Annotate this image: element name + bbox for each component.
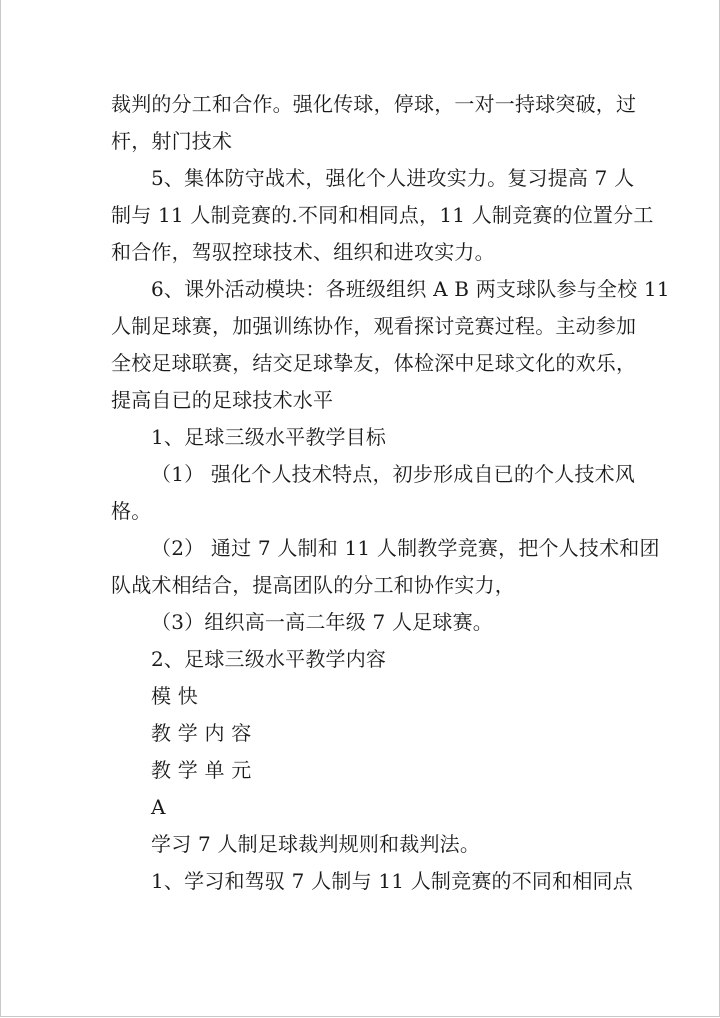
text-line: 人制足球赛，加强训练协作，观看探讨竞赛过程。主动参加 bbox=[111, 314, 637, 338]
text-line: 和合作，驾驭控球技术、组织和进攻实力。 bbox=[111, 240, 495, 264]
text-line: 5、集体防守战术，强化个人进攻实力。复习提高 7 人 bbox=[151, 166, 635, 190]
text-line: 学习 7 人制足球裁判规则和裁判法。 bbox=[151, 832, 481, 856]
list-item bbox=[111, 604, 611, 641]
table-label bbox=[111, 752, 611, 789]
text-line: 制与 11 人制竞赛的.不同和相同点，11 人制竞赛的位置分工 bbox=[111, 203, 654, 227]
text-line: A bbox=[151, 795, 166, 819]
table-label bbox=[111, 678, 611, 715]
table-cell-text bbox=[111, 826, 611, 863]
text-line: （3）组织高一高二年级 7 人足球赛。 bbox=[151, 610, 493, 634]
text-line: 裁判的分工和合作。强化传球，停球，一对一持球突破，过 bbox=[111, 92, 637, 116]
text-line: 提高自已的足球技术水平 bbox=[111, 388, 334, 412]
paragraph bbox=[111, 160, 654, 271]
text-line: 1、足球三级水平教学目标 bbox=[151, 425, 387, 449]
document-body bbox=[111, 86, 670, 900]
list-item bbox=[111, 456, 636, 530]
table-cell-text bbox=[111, 863, 633, 900]
paragraph bbox=[111, 271, 670, 419]
text-line: 队战术相结合，提高团队的分工和协作实力， bbox=[111, 573, 515, 597]
paragraph bbox=[111, 86, 637, 160]
table-label bbox=[111, 715, 611, 752]
text-line: 教 学 单 元 bbox=[151, 758, 252, 782]
text-line: 模 快 bbox=[151, 684, 198, 708]
list-item bbox=[111, 530, 660, 604]
text-line: 1、学习和驾驭 7 人制与 11 人制竞赛的不同和相同点 bbox=[151, 869, 633, 893]
table-label bbox=[111, 789, 611, 826]
text-line: （1） 强化个人技术特点，初步形成自已的个人技术风 bbox=[151, 462, 636, 486]
text-line: 格。 bbox=[111, 499, 152, 523]
section-heading bbox=[111, 419, 611, 456]
text-line: 教 学 内 容 bbox=[151, 721, 252, 745]
text-line: 2、足球三级水平教学内容 bbox=[151, 647, 387, 671]
section-heading bbox=[111, 641, 611, 678]
text-line: 杆，射门技术 bbox=[111, 129, 233, 153]
text-line: （2） 通过 7 人制和 11 人制教学竞赛，把个人技术和团 bbox=[151, 536, 660, 560]
text-line: 全校足球联赛，结交足球挚友，体检深中足球文化的欢乐， bbox=[111, 351, 637, 375]
text-line: 6、课外活动模块：各班级组织 A B 两支球队参与全校 11 bbox=[151, 277, 670, 301]
